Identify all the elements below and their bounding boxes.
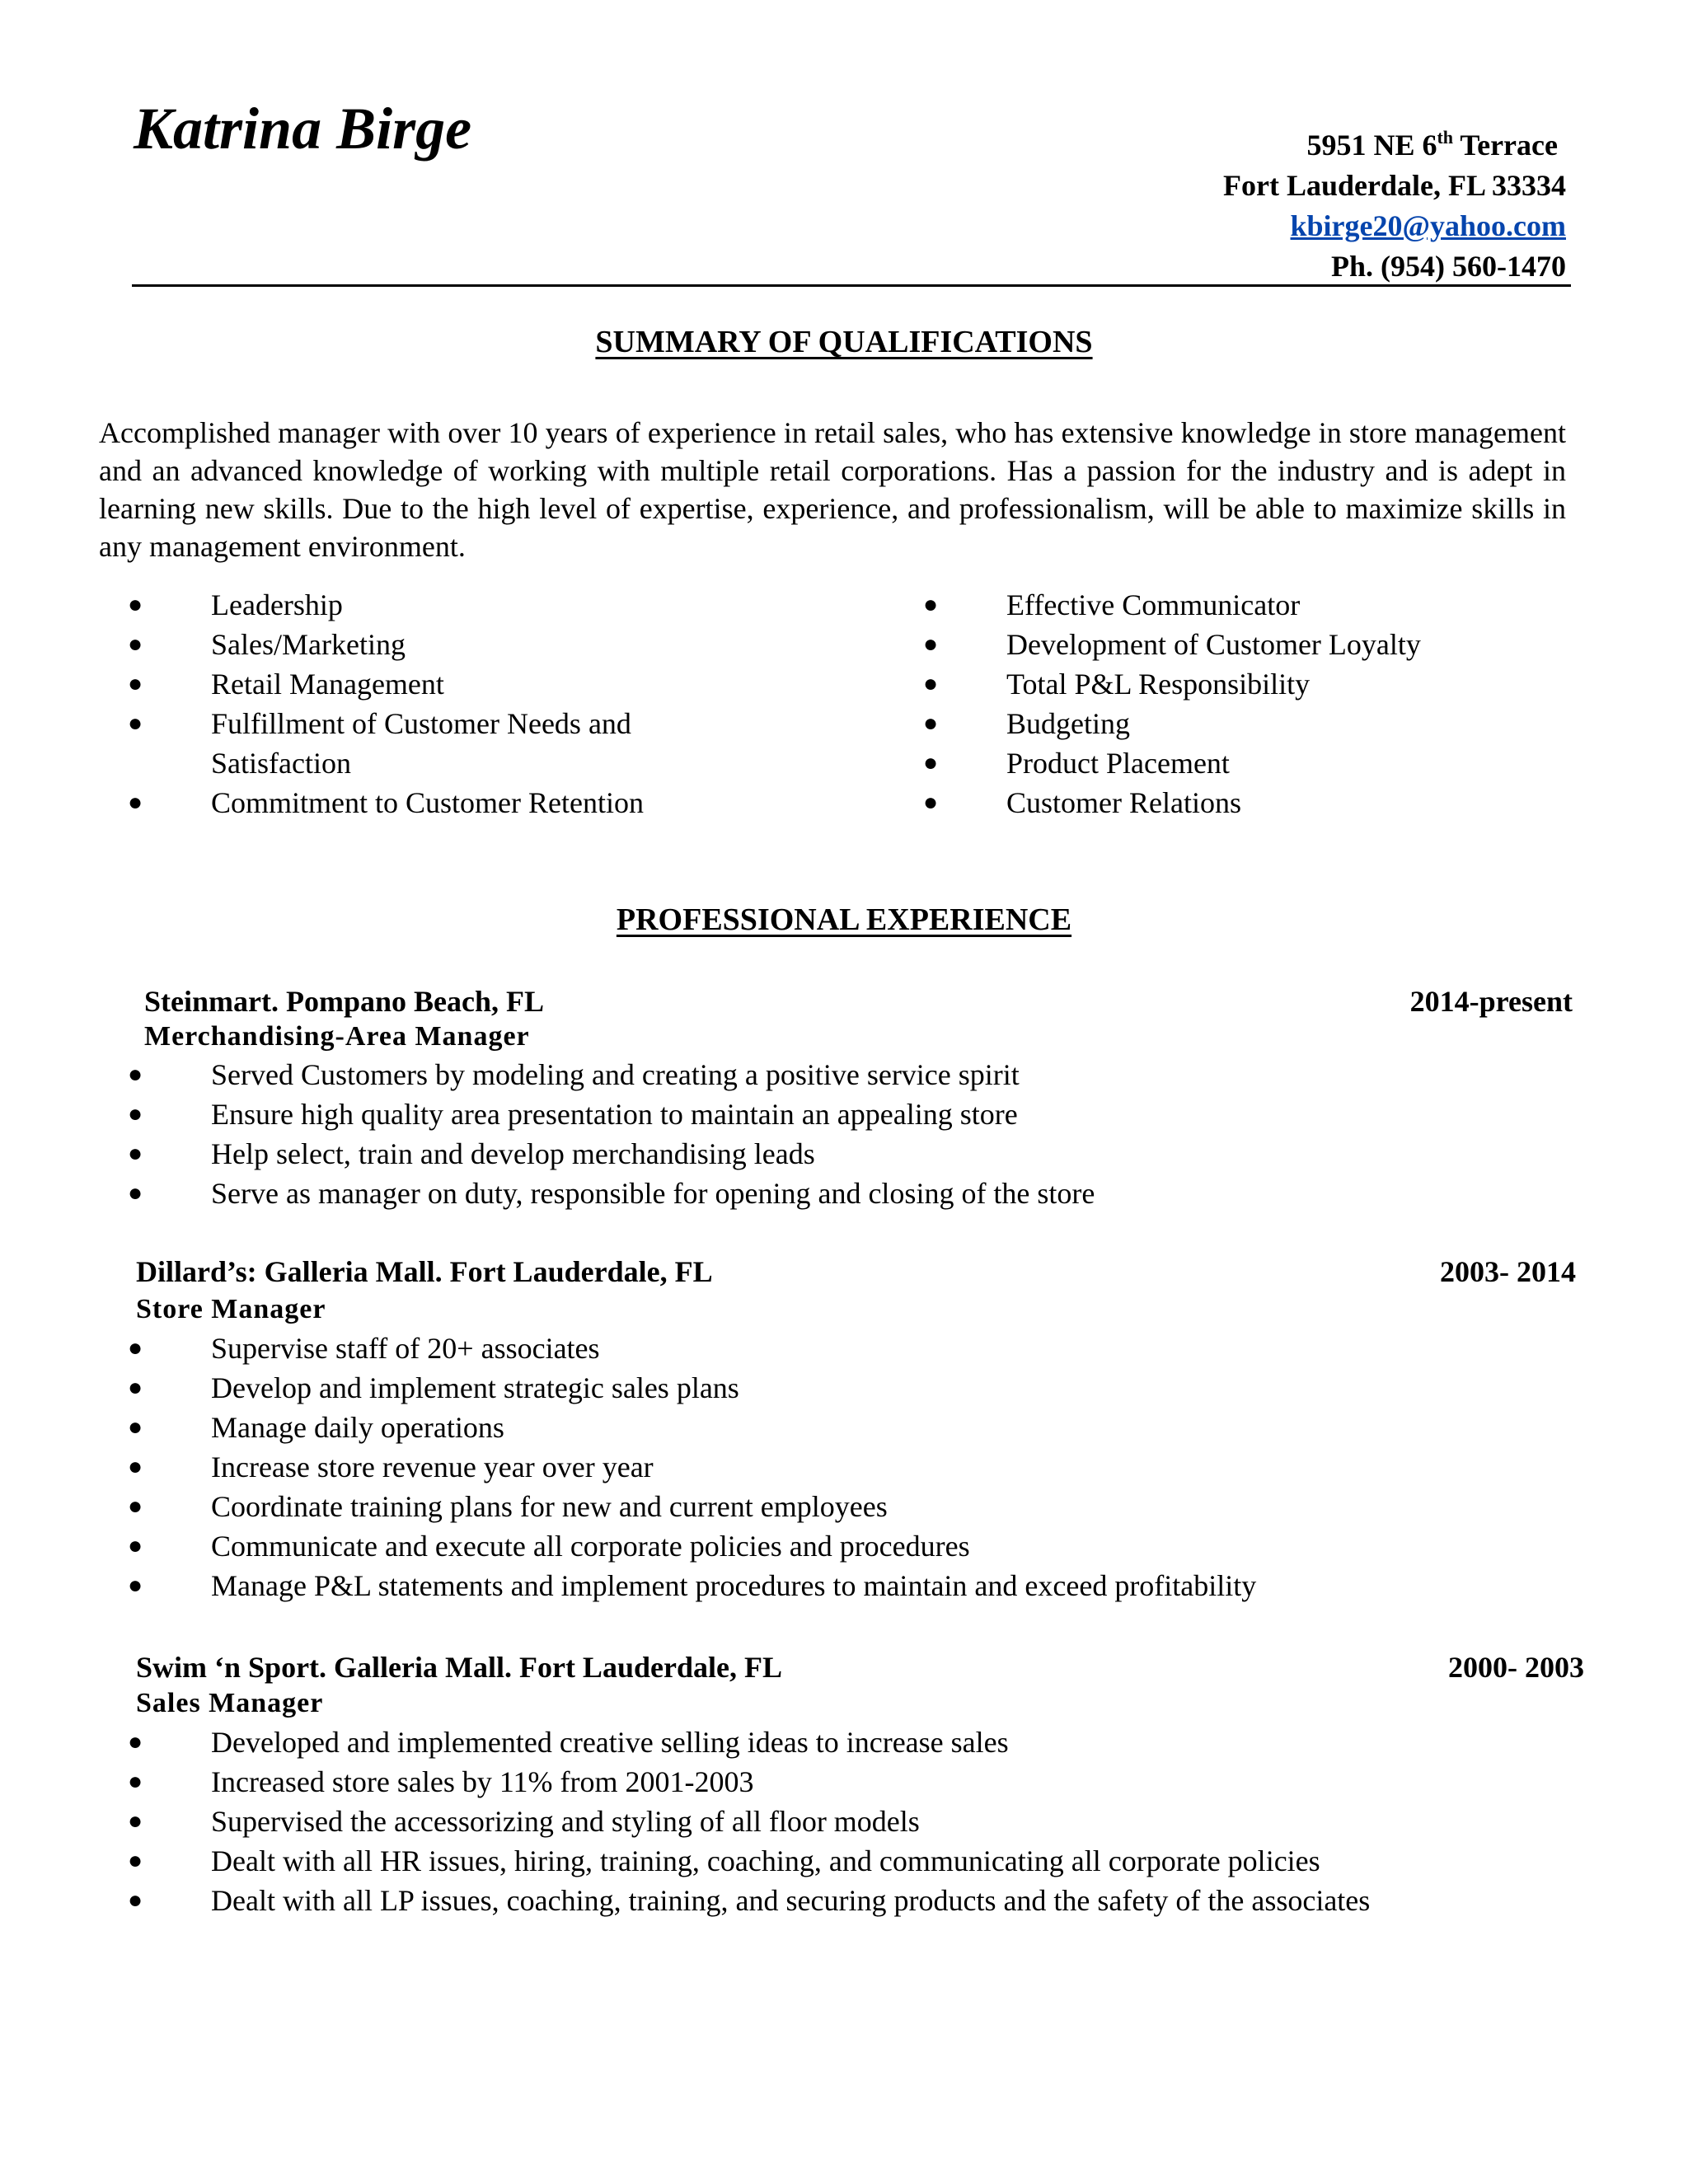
bullet-icon: ● — [128, 1886, 143, 1914]
bullet-icon: ● — [923, 670, 939, 697]
bullet-icon: ● — [128, 1374, 143, 1401]
list-item: ● Customer Relations — [894, 783, 1570, 823]
list-item: ● Help select, train and develop merchandising leads — [99, 1134, 1582, 1174]
header-divider — [132, 284, 1571, 287]
list-item: ● Dealt with all HR issues, hiring, training, coaching, and communicating all corporate policies — [99, 1841, 1582, 1881]
bullet-icon: ● — [128, 1572, 143, 1599]
experience-heading: PROFESSIONAL EXPERIENCE — [616, 902, 1072, 937]
list-item: ● Sales/Marketing — [99, 625, 775, 664]
bullet-icon: ● — [128, 1334, 143, 1361]
email-link[interactable]: kbirge20@yahoo.com — [1290, 209, 1566, 242]
list-item: ● Commitment to Customer Retention — [99, 783, 775, 823]
list-item: ● Ensure high quality area presentation to maintain an appealing store — [99, 1094, 1582, 1134]
skills-list-left — [99, 585, 775, 823]
bullet-icon: ● — [128, 1807, 143, 1835]
bullet-icon: ● — [128, 789, 143, 816]
employer-name: Steinmart. Pompano Beach, FL — [144, 985, 544, 1018]
list-item: ● Product Placement — [894, 743, 1570, 783]
list-item: ● Effective Communicator — [894, 585, 1570, 625]
list-item: ● Increased store sales by 11% from 2001-2003 — [99, 1762, 1582, 1802]
bullet-icon: ● — [128, 630, 143, 658]
list-item: ● Serve as manager on duty, responsible for opening and closing of the store — [99, 1174, 1582, 1213]
bullet-icon: ● — [128, 1493, 143, 1520]
list-item: ● Supervised the accessorizing and styling of all floor models — [99, 1802, 1582, 1841]
bullet-icon: ● — [128, 591, 143, 618]
bullet-icon: ● — [128, 670, 143, 697]
bullet-icon: ● — [128, 1453, 143, 1480]
bullet-icon: ● — [128, 1413, 143, 1441]
list-item: ● Retail Management — [99, 664, 775, 704]
duties-list — [99, 1722, 1582, 1920]
list-item: ● Coordinate training plans for new and current employees — [99, 1487, 1582, 1526]
duties-list — [99, 1055, 1582, 1213]
bullet-icon: ● — [128, 1532, 143, 1559]
contact-block — [989, 125, 1566, 287]
bullet-icon: ● — [128, 1179, 143, 1207]
list-item: ● Fulfillment of Customer Needs and Satisfaction — [99, 704, 775, 783]
employer-name: Swim ‘n Sport. Galleria Mall. Fort Lauderdale, FL — [136, 1651, 782, 1684]
bullet-icon: ● — [128, 1061, 143, 1088]
summary-paragraph: Accomplished manager with over 10 years of experience in retail sales, who has extensive knowledge in store management and an advanced knowledge of working with multiple retail corporations. Has a passion for the industry and is adept in learning new skills. Due to the high level of expertise, experience, and professionalism, will be able to maximize skills in any management environment. — [99, 416, 1566, 563]
list-item: ● Increase store revenue year over year — [99, 1447, 1582, 1487]
list-item: ● Communicate and execute all corporate policies and procedures — [99, 1526, 1582, 1566]
street-address: 5951 NE 6th Terrace — [1306, 127, 1558, 162]
bullet-icon: ● — [923, 789, 939, 816]
bullet-icon: ● — [128, 1100, 143, 1127]
bullet-icon: ● — [128, 710, 143, 737]
duties-list — [99, 1329, 1582, 1605]
skills-list-right — [894, 585, 1570, 823]
list-item: ● Develop and implement strategic sales plans — [99, 1368, 1582, 1408]
list-item: ● Leadership — [99, 585, 775, 625]
list-item: ● Served Customers by modeling and creating a positive service spirit — [99, 1055, 1582, 1094]
list-item: ● Total P&L Responsibility — [894, 664, 1570, 704]
list-item: ● Supervise staff of 20+ associates — [99, 1329, 1582, 1368]
list-item: ● Budgeting — [894, 704, 1570, 743]
phone-number: Ph. (954) 560-1470 — [1331, 250, 1566, 283]
summary-heading: SUMMARY OF QUALIFICATIONS — [595, 325, 1093, 359]
bullet-icon: ● — [923, 749, 939, 776]
bullet-icon: ● — [128, 1768, 143, 1795]
list-item: ● Manage daily operations — [99, 1408, 1582, 1447]
city-state-zip: Fort Lauderdale, FL 33334 — [1223, 169, 1566, 202]
job-title: Store Manager — [136, 1294, 326, 1324]
bullet-icon: ● — [923, 591, 939, 618]
bullet-icon: ● — [923, 630, 939, 658]
bullet-icon: ● — [128, 1847, 143, 1874]
employment-dates: 2003- 2014 — [1440, 1255, 1576, 1288]
employer-name: Dillard’s: Galleria Mall. Fort Lauderdale, FL — [136, 1255, 713, 1288]
bullet-icon: ● — [128, 1728, 143, 1755]
employment-dates: 2014-present — [1409, 985, 1573, 1018]
bullet-icon: ● — [923, 710, 939, 737]
employment-dates: 2000- 2003 — [1448, 1651, 1584, 1684]
job-title: Merchandising-Area Manager — [144, 1021, 530, 1052]
bullet-icon: ● — [128, 1140, 143, 1167]
job-title: Sales Manager — [136, 1688, 324, 1718]
list-item: ● Dealt with all LP issues, coaching, training, and securing products and the safety of the associates — [99, 1881, 1582, 1920]
list-item: ● Manage P&L statements and implement procedures to maintain and exceed profitability — [99, 1566, 1582, 1605]
list-item: ● Developed and implemented creative selling ideas to increase sales — [99, 1722, 1582, 1762]
candidate-name: Katrina Birge — [134, 96, 472, 162]
list-item: ● Development of Customer Loyalty — [894, 625, 1570, 664]
